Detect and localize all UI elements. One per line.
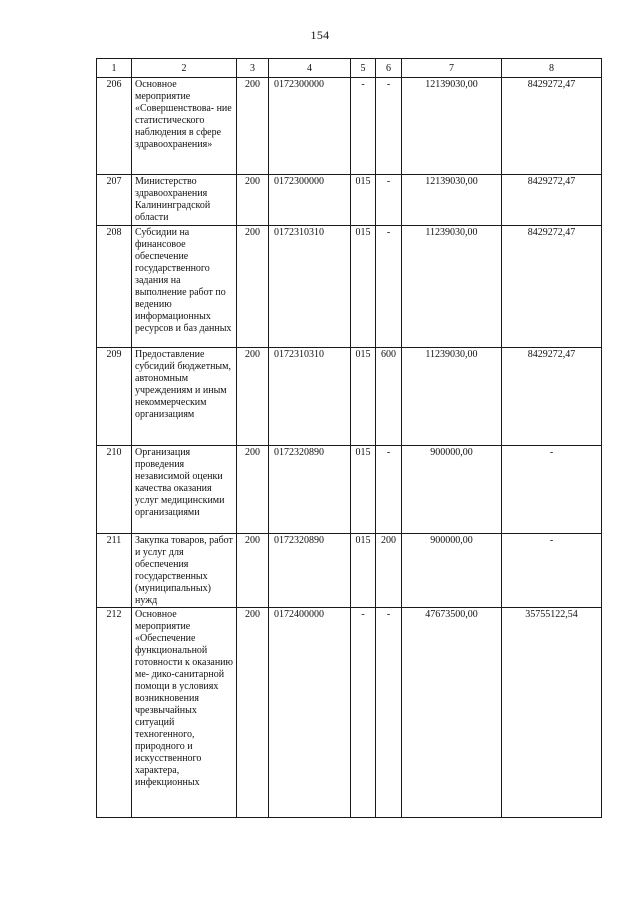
row-col5: 015 xyxy=(351,348,376,446)
row-col6: 600 xyxy=(376,348,402,446)
header-row xyxy=(97,59,602,78)
row-amount-7: 900000,00 xyxy=(402,534,502,608)
row-col3: 200 xyxy=(237,175,269,226)
row-number: 208 xyxy=(97,226,132,348)
row-amount-7: 900000,00 xyxy=(402,446,502,534)
row-code: 0172300000 xyxy=(269,78,351,175)
row-code: 0172400000 xyxy=(269,608,351,818)
table-row xyxy=(97,78,602,175)
table-row xyxy=(97,608,602,818)
row-amount-8: - xyxy=(502,534,602,608)
row-name: Закупка товаров, работ и услуг для обеспечения государственных (муниципальных) нужд xyxy=(132,534,237,608)
row-code: 0172310310 xyxy=(269,348,351,446)
row-col5: - xyxy=(351,78,376,175)
row-name: Министерство здравоохранения Калининградской области xyxy=(132,175,237,226)
row-col3: 200 xyxy=(237,226,269,348)
row-amount-8: 8429272,47 xyxy=(502,348,602,446)
row-col5: 015 xyxy=(351,175,376,226)
row-amount-7: 47673500,00 xyxy=(402,608,502,818)
row-col6: - xyxy=(376,608,402,818)
header-cell-7: 7 xyxy=(402,59,502,78)
row-number: 211 xyxy=(97,534,132,608)
row-amount-7: 11239030,00 xyxy=(402,348,502,446)
page-number: 154 xyxy=(310,28,330,42)
row-amount-8: 35755122,54 xyxy=(502,608,602,818)
row-name: Организация проведения независимой оценки качества оказания услуг медицинскими организациями xyxy=(132,446,237,534)
header-cell-4: 4 xyxy=(269,59,351,78)
row-col5: 015 xyxy=(351,534,376,608)
row-amount-8: - xyxy=(502,446,602,534)
table-header xyxy=(97,59,602,78)
row-amount-8: 8429272,47 xyxy=(502,226,602,348)
row-name: Основное мероприятие «Обеспечение функциональной готовности к оказанию ме- дико-санитарной помощи в условиях возникновения чрезвычайных ситуаций техногенного, природного и искусственного характера, инфекционных xyxy=(132,608,237,818)
header-cell-8: 8 xyxy=(502,59,602,78)
header-cell-5: 5 xyxy=(351,59,376,78)
budget-table xyxy=(96,58,602,818)
table-row xyxy=(97,175,602,226)
table-row xyxy=(97,226,602,348)
row-code: 0172300000 xyxy=(269,175,351,226)
row-col6: - xyxy=(376,446,402,534)
row-amount-8: 8429272,47 xyxy=(502,175,602,226)
row-name: Предоставление субсидий бюджетным, автономным учреждениям и иным некоммерческим организациям xyxy=(132,348,237,446)
row-col6: 200 xyxy=(376,534,402,608)
row-number: 209 xyxy=(97,348,132,446)
row-amount-7: 11239030,00 xyxy=(402,226,502,348)
header-cell-2: 2 xyxy=(132,59,237,78)
row-col6: - xyxy=(376,226,402,348)
row-col6: - xyxy=(376,175,402,226)
row-code: 0172310310 xyxy=(269,226,351,348)
row-amount-8: 8429272,47 xyxy=(502,78,602,175)
row-amount-7: 12139030,00 xyxy=(402,175,502,226)
row-col6: - xyxy=(376,78,402,175)
row-number: 212 xyxy=(97,608,132,818)
row-code: 0172320890 xyxy=(269,534,351,608)
row-col3: 200 xyxy=(237,78,269,175)
row-amount-7: 12139030,00 xyxy=(402,78,502,175)
row-col3: 200 xyxy=(237,446,269,534)
row-col3: 200 xyxy=(237,608,269,818)
row-col5: 015 xyxy=(351,226,376,348)
row-name: Субсидии на финансовое обеспечение государственного задания на выполнение работ по ведению информационных ресурсов и баз данных xyxy=(132,226,237,348)
row-col5: - xyxy=(351,608,376,818)
row-code: 0172320890 xyxy=(269,446,351,534)
row-number: 206 xyxy=(97,78,132,175)
row-col5: 015 xyxy=(351,446,376,534)
row-number: 207 xyxy=(97,175,132,226)
row-number: 210 xyxy=(97,446,132,534)
row-name: Основное мероприятие «Совершенствова- ние статистического наблюдения в сфере здравоохранения» xyxy=(132,78,237,175)
table-row xyxy=(97,534,602,608)
header-cell-6: 6 xyxy=(376,59,402,78)
row-col3: 200 xyxy=(237,348,269,446)
row-col3: 200 xyxy=(237,534,269,608)
header-cell-3: 3 xyxy=(237,59,269,78)
header-cell-1: 1 xyxy=(97,59,132,78)
table-body xyxy=(97,78,602,818)
table-row xyxy=(97,446,602,534)
table-row xyxy=(97,348,602,446)
